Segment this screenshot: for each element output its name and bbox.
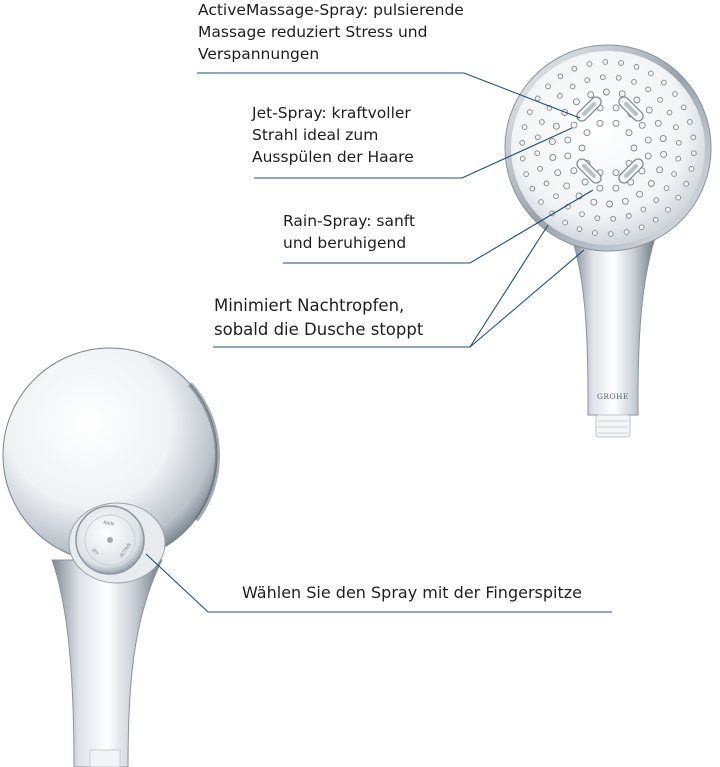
spray-nozzle	[641, 207, 646, 212]
spray-nozzle	[600, 75, 605, 80]
spray-nozzle	[572, 66, 577, 71]
spray-nozzle	[655, 120, 661, 126]
spray-nozzle	[645, 153, 651, 159]
spray-nozzle	[577, 227, 582, 232]
spray-nozzle	[520, 140, 525, 145]
spray-nozzle	[538, 166, 543, 171]
spray-nozzle	[666, 207, 671, 212]
spray-nozzle	[571, 122, 577, 128]
spray-nozzle	[631, 145, 637, 151]
spray-nozzle	[645, 137, 651, 143]
spray-nozzle	[584, 130, 590, 136]
spray-nozzle	[544, 181, 549, 186]
spray-nozzle	[611, 216, 616, 221]
spray-nozzle	[688, 120, 693, 125]
spray-nozzle	[613, 185, 619, 191]
spray-nozzle	[637, 191, 643, 197]
spray-nozzle	[667, 110, 672, 115]
spray-nozzle	[564, 183, 570, 189]
spray-nozzle	[540, 120, 545, 125]
spray-nozzle	[595, 216, 600, 221]
spray-nozzle	[535, 135, 540, 140]
front-shower-head	[505, 45, 711, 437]
spray-nozzle	[626, 214, 631, 219]
spray-nozzle	[585, 78, 590, 83]
spray-nozzle	[654, 198, 659, 203]
spray-nozzle	[653, 217, 658, 222]
button-label-active: ACTIVE	[119, 542, 133, 559]
spray-nozzle	[607, 201, 613, 207]
spray-nozzle	[622, 198, 628, 204]
spray-nozzle	[624, 230, 629, 235]
spray-nozzle	[646, 107, 652, 113]
spray-nozzle	[597, 120, 603, 126]
spray-nozzle	[676, 140, 681, 145]
spray-nozzle	[558, 74, 563, 79]
spray-nozzle	[553, 123, 559, 129]
annotation-rain-spray: Rain-Spray: sanft und beruhigend	[283, 212, 416, 252]
spray-nozzle	[664, 186, 669, 191]
spray-nozzle	[593, 231, 598, 236]
spray-nozzle	[662, 80, 667, 85]
spray-nozzle	[554, 194, 559, 199]
spray-nozzle	[676, 156, 681, 161]
spray-nozzle	[603, 60, 608, 65]
annotation-fingertip-select: Wählen Sie den Spray mit der Fingerspitze	[242, 583, 582, 602]
spray-nozzle	[672, 172, 677, 177]
spray-nozzle	[530, 186, 535, 191]
spray-nozzle	[546, 84, 551, 89]
spray-nozzle	[555, 170, 561, 176]
brand-logo: GROHE	[597, 392, 629, 401]
spray-nozzle	[613, 170, 619, 176]
spray-nozzle	[570, 84, 575, 89]
spray-nozzle	[658, 97, 663, 102]
spray-nozzle	[634, 97, 640, 103]
spray-nozzle	[557, 94, 562, 99]
spray-nozzle	[580, 212, 585, 217]
spray-nozzle	[616, 75, 621, 80]
spray-nozzle	[661, 151, 667, 157]
spray-nozzle	[587, 62, 592, 67]
spray-nozzle	[657, 167, 663, 173]
spray-nozzle	[639, 122, 645, 128]
spray-nozzle	[565, 137, 571, 143]
annotation-active-massage: ActiveMassage-Spray: pulsierende Massage reduziert Stress und Verspannungen	[198, 1, 464, 63]
front-hose-connector	[596, 415, 630, 437]
annotation-anti-drip: Minimiert Nachtropfen, sobald die Dusche stoppt	[214, 296, 424, 339]
spray-nozzle	[648, 181, 654, 187]
spray-nozzle	[550, 155, 556, 161]
annotation-jet-spray: Jet-Spray: kraftvoller Strahl ideal zum Ausspülen der Haare	[252, 104, 414, 166]
spray-nozzle	[649, 71, 654, 76]
spray-nozzle	[634, 65, 639, 70]
spray-nozzle	[639, 225, 644, 230]
spray-nozzle	[619, 61, 624, 66]
spray-nozzle	[632, 80, 637, 85]
spray-nozzle	[563, 220, 568, 225]
spray-nozzle	[571, 168, 577, 174]
spray-nozzle	[613, 120, 619, 126]
front-handle	[572, 238, 655, 415]
spray-nozzle	[619, 91, 625, 97]
spray-nozzle	[684, 182, 689, 187]
spray-nozzle	[676, 195, 681, 200]
button-label-rain: RAIN	[102, 520, 115, 528]
spray-nozzle	[582, 179, 588, 185]
spray-nozzle	[579, 145, 585, 151]
spray-nozzle	[520, 156, 525, 161]
spray-nozzle	[626, 130, 632, 136]
spray-nozzle	[549, 139, 555, 145]
spray-nozzle	[535, 96, 540, 101]
spray-nozzle	[573, 99, 579, 105]
spray-nozzle	[660, 136, 666, 142]
spray-nozzle	[689, 167, 694, 172]
spray-nozzle	[522, 125, 527, 130]
back-handle	[52, 560, 162, 767]
spray-nozzle	[608, 232, 613, 237]
spray-nozzle	[674, 125, 679, 130]
spray-nozzle	[673, 92, 678, 97]
front-spray-face	[511, 51, 705, 245]
spray-nozzle	[565, 153, 571, 159]
spray-nozzle	[524, 172, 529, 177]
spray-nozzle	[691, 151, 696, 156]
button-label-jet: JET	[90, 548, 99, 557]
spray-nozzle	[535, 151, 540, 156]
spray-nozzle	[597, 185, 603, 191]
spray-nozzle	[691, 135, 696, 140]
spray-nozzle	[588, 92, 594, 98]
back-shower-head	[3, 348, 218, 767]
spray-nozzle	[681, 105, 686, 110]
spray-nozzle	[591, 199, 597, 205]
leader-drip-b	[470, 250, 584, 347]
spray-nozzle	[527, 110, 532, 115]
spray-nozzle	[613, 105, 619, 111]
spray-nozzle	[646, 87, 651, 92]
spray-nozzle	[603, 89, 609, 95]
spray-nozzle	[539, 200, 544, 205]
